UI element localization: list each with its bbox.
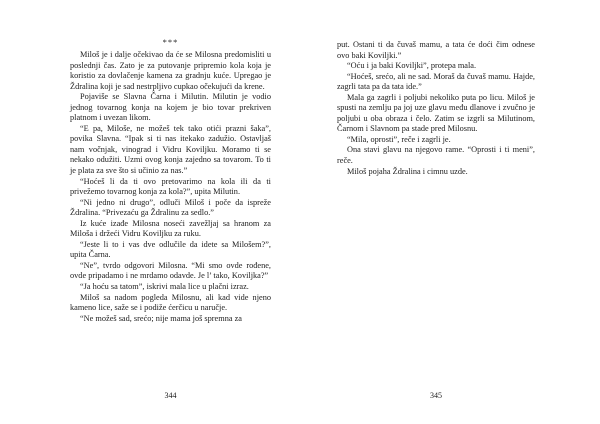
paragraph: put. Ostani ti da čuvaš mamu, a tata će doći čim odnese ovo baki Koviljki.” — [337, 40, 535, 60]
paragraph: “Ne možeš sad, srećo; nije mama još spremna za — [80, 313, 242, 323]
left-page-text — [70, 50, 271, 324]
paragraph: “Jeste li to i vas dve odlučile da idete sa Milošem?”, upita Čarna. — [70, 239, 271, 260]
paragraph: “Oću i ja baki Koviljki”, protepa mala. — [347, 61, 477, 71]
right-page — [337, 0, 535, 424]
right-page-text — [337, 40, 535, 177]
paragraph: “Hoćeš li da ti ovo pretovarimo na kola ili da ti privežemo tovarnog konja za kola?”, upita Milutin. — [70, 176, 271, 197]
paragraph: “Ne”, tvrdo odgovori Milosna. “Mi smo ovde rođene, ovde pripadamo i ne mrdamo odavde. Je l’ tako, Koviljka?” — [70, 260, 271, 281]
paragraph: Miloš pojaha Ždralina i cimnu uzde. — [347, 166, 468, 176]
paragraph: Iz kuće izađe Milosna noseći zavežljaj sa hranom za Miloša i držeći Vidru Koviljku za ruku. — [70, 218, 271, 239]
page-number: 345 — [430, 391, 442, 400]
paragraph: Mala ga zagrli i poljubi nekoliko puta po licu. Miloš je spusti na zemlju pa joj uze glavu među dlanove i zvučno je poljubi u oba obraza i čelo. Zatim se izgrli sa Milutinom, Čarnom i Slavnom pa stade pred Milosnu. — [337, 92, 535, 134]
section-break-ornament: *** — [162, 37, 179, 47]
paragraph: Miloš sa nadom pogleda Milosnu, ali kad vide njeno kameno lice, saže se i podiže ćerčicu u naručje. — [70, 292, 271, 313]
paragraph: “Ni jedno ni drugo”, odluči Miloš i poče da ispreže Ždralina. “Privezaću ga Ždralinu za sedlo.” — [70, 197, 271, 218]
paragraph: “Ja hoću sa tatom”, iskrivi mala lice u plačni izraz. — [80, 282, 249, 292]
paragraph: Miloš je i dalje očekivao da će se Milosna predomisliti u poslednji čas. Zato je za putovanje pripremio kola koja je koristio za dovlačenje kamena za gradnju kuće. Upregao je Ždralina koji je sad nestrpljivo cupkao očekujući da krene. — [70, 50, 271, 91]
paragraph: “E pa, Miloše, ne možeš tek tako otići prazni šaka”, povika Slavna. “Ipak si ti nas itekako zadužio. Ostavljaš nam vočnjak, vinograd i Vidru Koviljku. Moramo ti se nekako odužiti. Uzmi ovog konja zajedno sa tovarom. To ti je plata za sve što si učinio za nas.” — [70, 123, 271, 176]
page-number: 344 — [164, 391, 177, 400]
paragraph: Ona stavi glavu na njegovo rame. “Oprosti i ti meni”, reče. — [337, 145, 535, 166]
paragraph: Pojaviše se Slavna Čarna i Milutin. Milutin je vodio jednog tovarnog konja na kojem je bio tovar prekriven platnom i uvezan likom. — [70, 92, 271, 123]
paragraph: “Mila, oprosti”, reče i zagrli je. — [347, 134, 451, 144]
left-page — [70, 0, 271, 424]
paragraph: “Hoćeš, srećo, ali ne sad. Moraš da čuvaš mamu. Hajde, zagrli tata pa da tata ide.” — [337, 71, 535, 92]
